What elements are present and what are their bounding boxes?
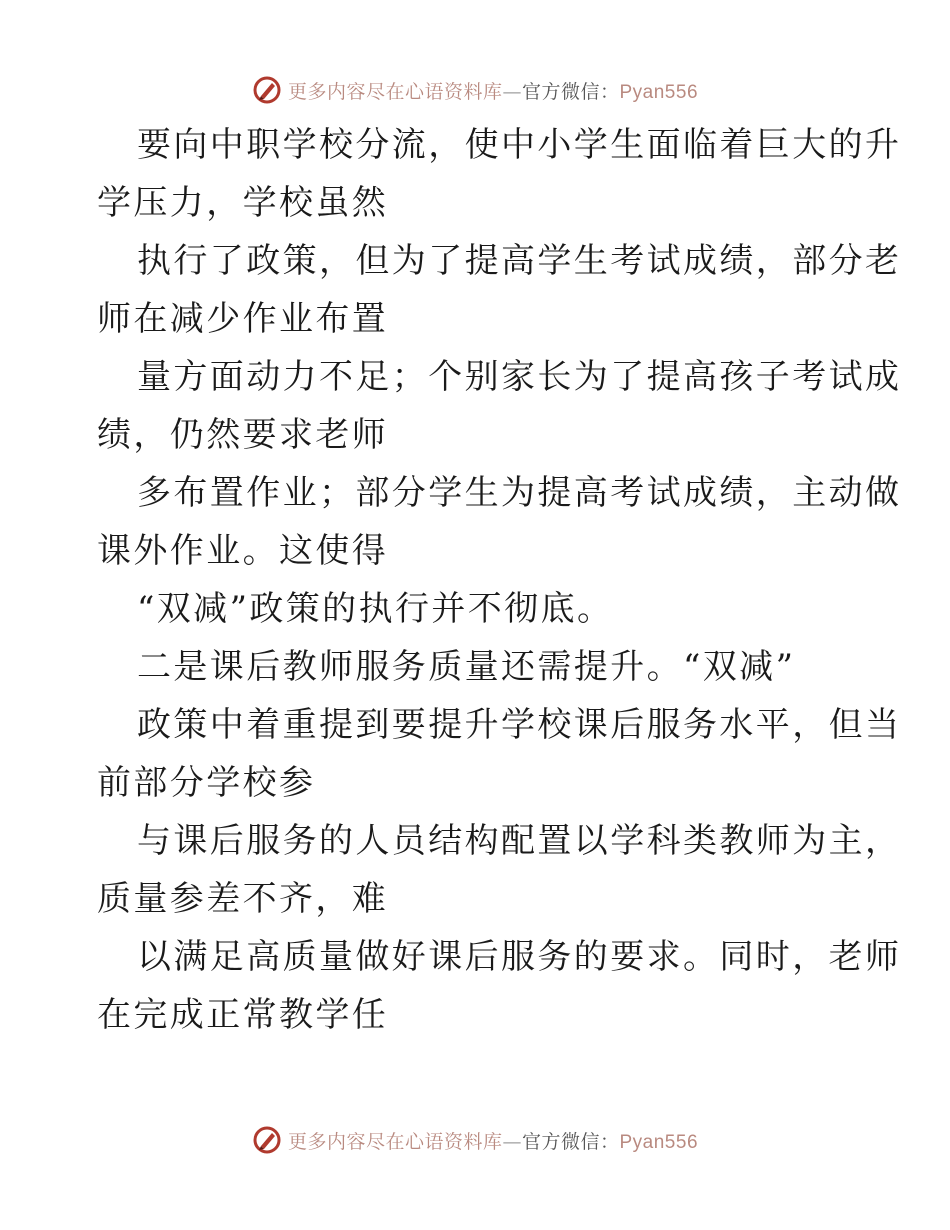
- text-line: 前部分学校参: [97, 763, 316, 803]
- text-line: 以满足高质量做好课后服务的要求。同时，老师: [137, 937, 902, 977]
- text-line: “双减”政策的执行并不彻底。: [137, 589, 614, 629]
- text-line: 量方面动力不足；个别家长为了提高孩子考试成: [137, 357, 902, 397]
- watermark-id: Pyan556: [619, 81, 699, 103]
- text-line: 二是课后教师服务质量还需提升。“双减”: [137, 647, 796, 687]
- watermark-prefix: 更多内容尽在心语资料库: [287, 1130, 503, 1153]
- watermark-text: [288, 77, 698, 104]
- watermark-dash: —: [502, 80, 522, 103]
- pen-logo-icon: [252, 75, 282, 105]
- text-line: 在完成正常教学任: [97, 995, 389, 1035]
- text-line: 师在减少作业布置: [97, 299, 389, 339]
- footer-watermark: [0, 1120, 950, 1160]
- watermark-id: Pyan556: [619, 1131, 699, 1153]
- text-line: 绩，仍然要求老师: [97, 415, 389, 455]
- watermark-text: [288, 1127, 698, 1154]
- header-watermark: [0, 70, 950, 110]
- pen-logo-icon: [252, 1125, 282, 1155]
- text-line: 学压力，学校虽然: [97, 183, 389, 223]
- watermark-label: 官方微信：: [521, 80, 620, 103]
- text-line: 执行了政策，但为了提高学生考试成绩，部分老: [137, 241, 902, 281]
- text-line: 政策中着重提到要提升学校课后服务水平，但当: [137, 705, 902, 745]
- text-line: 多布置作业；部分学生为提高考试成绩，主动做: [137, 473, 902, 513]
- text-line: 要向中职学校分流，使中小学生面临着巨大的升: [137, 125, 902, 165]
- watermark-dash: —: [502, 1130, 522, 1153]
- text-line: 质量参差不齐，难: [97, 879, 389, 919]
- text-line: 与课后服务的人员结构配置以学科类教师为主，: [137, 821, 902, 861]
- watermark-label: 官方微信：: [521, 1130, 620, 1153]
- text-line: 课外作业。这使得: [97, 531, 389, 571]
- watermark-prefix: 更多内容尽在心语资料库: [287, 80, 503, 103]
